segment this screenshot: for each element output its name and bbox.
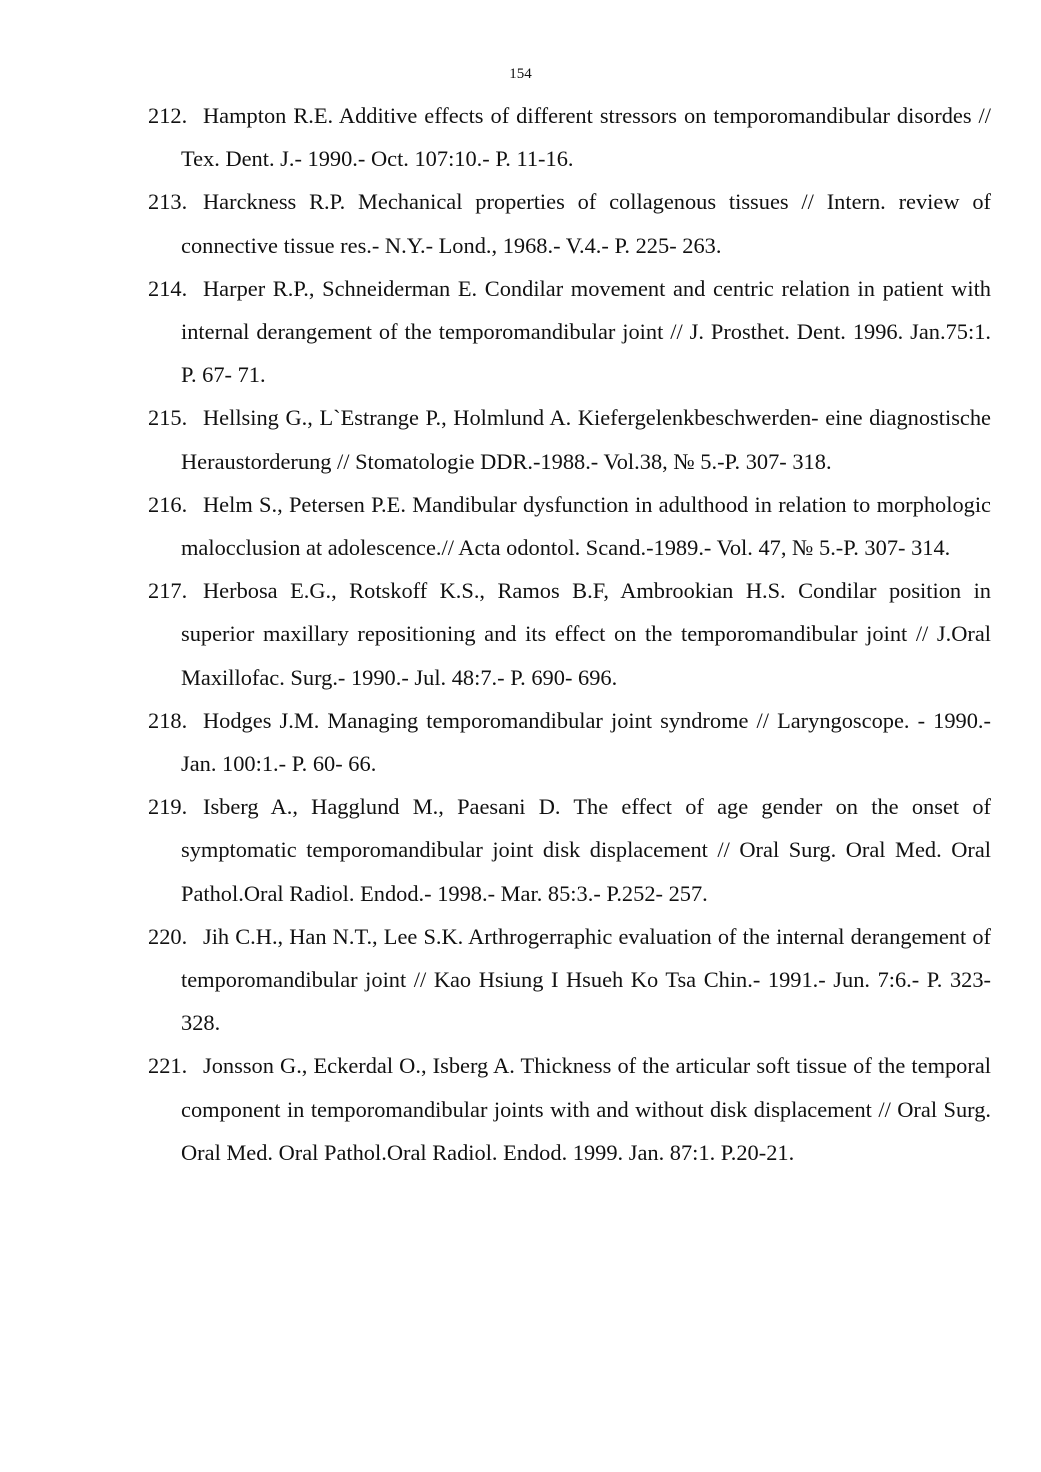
reference-item	[148, 699, 991, 785]
reference-number: 216.	[148, 491, 188, 517]
reference-item	[148, 915, 991, 1045]
reference-text: Hodges J.M. Managing temporomandibular joint syndrome // Laryngoscope. - 1990.- Jan. 100:1.- P. 60- 66.	[181, 707, 991, 777]
reference-text: Jih C.H., Han N.T., Lee S.K. Arthrogerraphic evaluation of the internal derangement of temporomandibular joint // Kao Hsiung I Hsueh Ko Tsa Chin.- 1991.- Jun. 7:6.- P. 323- 328.	[181, 923, 991, 1036]
reference-number: 221.	[148, 1053, 188, 1079]
reference-text: Isberg A., Hagglund M., Paesani D. The effect of age gender on the onset of symptomatic temporomandibular joint disk displacement // Oral Surg. Oral Med. Oral Pathol.Oral Radiol. Endod.- 1998.- Mar. 85:3.- P.252- 257.	[181, 794, 991, 906]
reference-item	[148, 569, 991, 699]
reference-text: Harper R.P., Schneiderman E. Condilar movement and centric relation in patient with internal derangement of the temporomandibular joint // J. Prosthet. Dent. 1996. Jan.75:1. P. 67- 71.	[181, 275, 991, 388]
reference-number: 214.	[148, 275, 188, 301]
reference-number: 217.	[148, 578, 188, 604]
reference-item	[148, 785, 991, 915]
reference-item	[148, 483, 991, 569]
reference-text: Jonsson G., Eckerdal O., Isberg A. Thickness of the articular soft tissue of the temporal component in temporomandibular joints with and without disk displacement // Oral Surg. Oral Med. Oral Pathol.Oral Radiol. Endod. 1999. Jan. 87:1. P.20-21.	[181, 1053, 991, 1165]
reference-number: 215.	[148, 405, 188, 431]
reference-item	[148, 396, 991, 482]
reference-number: 218.	[148, 707, 188, 733]
reference-text: Helm S., Petersen P.E. Mandibular dysfunction in adulthood in relation to morphologic malocclusion at adolescence.// Acta odontol. Scand.-1989.- Vol. 47, № 5.-P. 307- 314.	[181, 491, 991, 561]
reference-item	[148, 180, 991, 266]
reference-item	[148, 1044, 991, 1174]
reference-number: 212.	[148, 103, 188, 128]
reference-number: 213.	[148, 189, 188, 215]
reference-item	[148, 94, 991, 180]
page-number: 154	[509, 66, 532, 82]
reference-text: Hellsing G., L`Estrange P., Holmlund A. Kiefergelenkbeschwerden- eine diagnostische Heraustorderung // Stomatologie DDR.-1988.- Vol.38, № 5.-P. 307- 318.	[181, 405, 991, 474]
reference-text: Harckness R.P. Mechanical properties of collagenous tissues // Intern. review of connective tissue res.- N.Y.- Lond., 1968.- V.4.- P. 225- 263.	[181, 189, 991, 258]
reference-number: 220.	[148, 923, 188, 949]
reference-list	[148, 94, 991, 1174]
reference-text: Hampton R.E. Additive effects of different stressors on temporomandibular disordes // Tex. Dent. J.- 1990.- Oct. 107:10.- P. 11-16.	[181, 103, 991, 172]
reference-item	[148, 267, 991, 397]
reference-text: Herbosa E.G., Rotskoff K.S., Ramos B.F, Ambrookian H.S. Condilar position in superior maxillary repositioning and its effect on the temporomandibular joint // J.Oral Maxillofac. Surg.- 1990.- Jul. 48:7.- P. 690- 696.	[181, 578, 991, 690]
reference-number: 219.	[148, 794, 188, 820]
